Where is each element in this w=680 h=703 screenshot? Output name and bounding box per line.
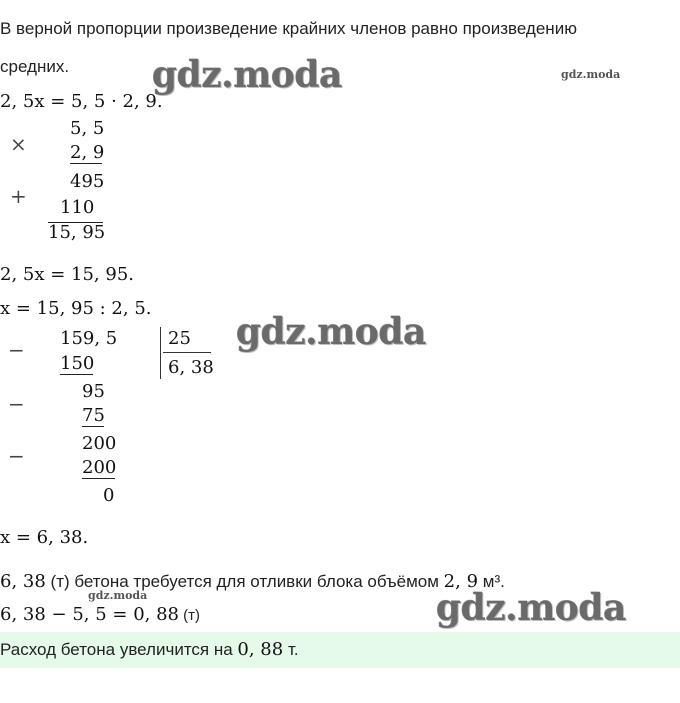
plus-sign: + bbox=[10, 184, 27, 208]
watermark-small-1: gdz.moda bbox=[561, 68, 621, 81]
value-6-38: 6, 38 bbox=[0, 571, 46, 592]
times-sign: × bbox=[10, 132, 27, 156]
answer-box bbox=[0, 632, 680, 668]
remainder-3: 0 bbox=[103, 485, 115, 506]
statement-line-2 bbox=[0, 604, 200, 625]
equation-3: x = 15, 95 : 2, 5. bbox=[0, 298, 152, 319]
subtrahend-3: 200 bbox=[82, 457, 117, 478]
watermark-logo-2: gdz.moda bbox=[236, 311, 426, 353]
watermark-logo-3: gdz.moda bbox=[436, 587, 626, 629]
volume-unit: м³. bbox=[478, 572, 505, 591]
mult-result: 15, 95 bbox=[48, 222, 106, 243]
quotient: 6, 38 bbox=[168, 357, 214, 378]
answer-unit: т. bbox=[283, 640, 299, 659]
equation-4: x = 6, 38. bbox=[0, 527, 89, 548]
subtrahend-2: 75 bbox=[82, 405, 105, 426]
division-bar bbox=[160, 327, 161, 379]
minus-sign-3: − bbox=[8, 444, 25, 468]
difference-equation: 6, 38 − 5, 5 = 0, 88 bbox=[0, 604, 179, 625]
watermark-logo-1: gdz.moda bbox=[152, 54, 342, 96]
volume-value: 2, 9 bbox=[443, 571, 479, 592]
answer-text: Расход бетона увеличится на bbox=[0, 640, 238, 659]
minus-sign-1: − bbox=[8, 338, 25, 362]
equation-1: 2, 5x = 5, 5 · 2, 9. bbox=[0, 91, 163, 112]
mult-factor-a: 5, 5 bbox=[70, 118, 105, 139]
divisor: 25 bbox=[168, 328, 191, 349]
dividend: 159, 5 bbox=[60, 328, 118, 349]
difference-unit: (т) bbox=[179, 607, 201, 624]
watermark-small-2: gdz.moda bbox=[88, 589, 148, 602]
statement-line-1 bbox=[0, 571, 505, 592]
remainder-1: 95 bbox=[82, 381, 105, 402]
mult-partial-2: 110 bbox=[60, 197, 95, 218]
remainder-2: 200 bbox=[82, 433, 117, 454]
intro-line-1: В верной пропорции произведение крайних членов равно произведению bbox=[0, 19, 577, 38]
mult-factor-b: 2, 9 bbox=[70, 142, 105, 163]
statement-text: (т) бетона требуется для отливки блока объёмом bbox=[45, 572, 444, 591]
equation-2: 2, 5x = 15, 95. bbox=[0, 264, 134, 285]
divisor-underline bbox=[163, 352, 211, 353]
answer-line bbox=[0, 639, 299, 660]
intro-line-2: средних. bbox=[0, 57, 70, 76]
answer-value: 0, 88 bbox=[237, 639, 284, 660]
minus-sign-2: − bbox=[8, 392, 25, 416]
subtrahend-1: 150 bbox=[60, 353, 95, 374]
mult-partial-1: 495 bbox=[70, 171, 105, 192]
